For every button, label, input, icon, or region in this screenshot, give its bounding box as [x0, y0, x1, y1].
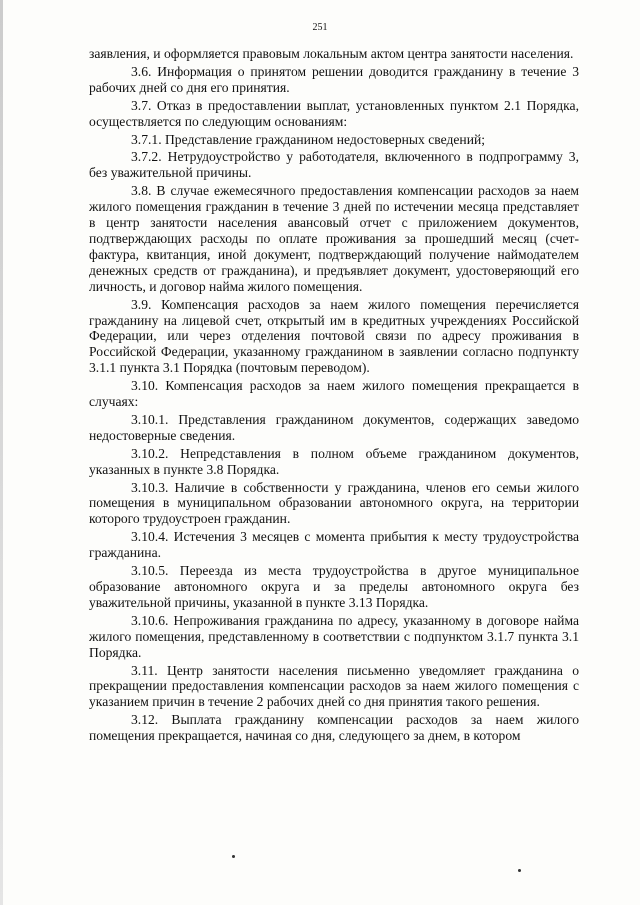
paragraph: 3.10.1. Представления гражданином документов, содержащих заведомо недостоверные сведения. [89, 411, 579, 443]
paragraph: 3.10.6. Непроживания гражданина по адресу, указанному в договоре найма жилого помещения, представленному в соответствии с подпунктом 3.1.7 пункта 3.1 Порядка. [89, 612, 579, 660]
paragraph: 3.10.5. Переезда из места трудоустройства в другое муниципальное образование автономного округа и за пределы автономного округа без уважительной причины, указанной в пункте 3.13 Порядка. [89, 563, 579, 610]
scan-speck [518, 869, 521, 872]
paragraph: 3.11. Центр занятости населения письменно уведомляет гражданина о прекращении предоставления компенсации расходов за наем жилого помещения с указанием причин в течение 2 рабочих дней со дня принятия такого решения. [89, 662, 579, 710]
paragraph: 3.10.4. Истечения 3 месяцев с момента прибытия к месту трудоустройства гражданина. [89, 529, 579, 561]
paragraph: 3.6. Информация о принятом решении доводится гражданину в течение 3 рабочих дней со дня его принятия. [89, 63, 579, 95]
document-body [89, 46, 579, 746]
paragraph: 3.7. Отказ в предоставлении выплат, установленных пунктом 2.1 Порядка, осуществляется по следующим основаниям: [89, 97, 579, 129]
paragraph: 3.10.2. Непредставления в полном объеме гражданином документов, указанных в пункте 3.8 Порядка. [89, 445, 579, 477]
paragraph: 3.12. Выплата гражданину компенсации расходов за наем жилого помещения прекращается, начиная со дня, следующего за днем, в котором [89, 712, 579, 744]
scan-speck [232, 855, 235, 858]
paragraph: 3.10. Компенсация расходов за наем жилого помещения прекращается в случаях: [89, 378, 579, 410]
scan-edge [0, 0, 3, 905]
paragraph: 3.10.3. Наличие в собственности у гражданина, членов его семьи жилого помещения в муниципальном образовании автономного округа, на территории которого трудоустроен гражданин. [89, 479, 579, 527]
paragraph: заявления, и оформляется правовым локальным актом центра занятости населения. [89, 46, 574, 61]
paragraph: 3.8. В случае ежемесячного предоставления компенсации расходов за наем жилого помещения гражданин в течение 3 дней по истечении месяца представляет в центр занятости населения авансовый отчет с приложением документов, подтверждающих расходы по оплате проживания за прошедший месяц (счет-фактура, квитанция, иной документ, подтверждающий получение наймодателем денежных средств от гражданина), и предъявляет документ, удостоверяющий его личность, и договор найма жилого помещения. [89, 183, 579, 294]
paragraph: 3.7.1. Представление гражданином недостоверных сведений; [131, 131, 486, 147]
page-number: 251 [312, 22, 328, 33]
scan-specks [0, 855, 640, 865]
paragraph: 3.7.2. Нетрудоустройство у работодателя, включенного в подпрограмму 3, без уважительной причины. [89, 149, 579, 181]
paragraph: 3.9. Компенсация расходов за наем жилого помещения перечисляется гражданину на лицевой счет, открытый им в кредитных учреждениях Российской Федерации, или через отделения почтовой связи по адресу проживания в Российской Федерации, указанному гражданином в заявлении согласно подпункту 3.1.1 пункта 3.1 Порядка (почтовым переводом). [89, 296, 579, 376]
